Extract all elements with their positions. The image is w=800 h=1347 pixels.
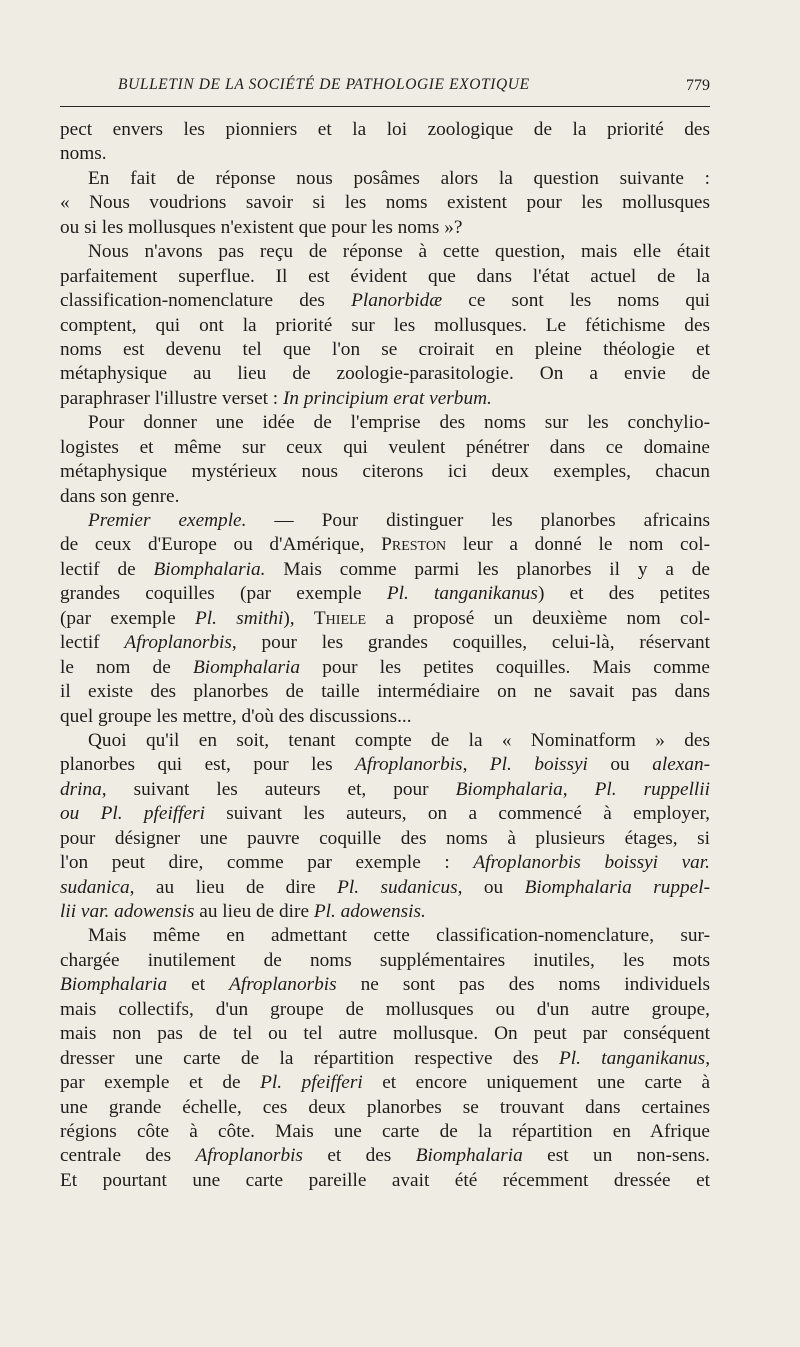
segment: Mais comme parmi les planorbes il y a de bbox=[265, 558, 710, 580]
segment: pour les petites coquilles. Mais comme bbox=[300, 656, 710, 678]
segment: paraphraser l'illustre verset : bbox=[60, 387, 283, 409]
segment: métaphysique au lieu de zoologie-parasitologie. On a envie de bbox=[60, 363, 710, 385]
segment: pect envers les pionniers et la loi zoologique de la priorité des bbox=[60, 119, 710, 140]
segment: ou si les mollusques n'existent que pour les noms »? bbox=[60, 216, 463, 238]
segment: il existe des planorbes de taille intermédiaire on ne savait pas dans bbox=[60, 681, 710, 703]
segment: l'on peut dire, comme par exemple : bbox=[60, 852, 474, 874]
segment: « Nous voudrions savoir si les noms existent pour les mollusques bbox=[60, 192, 710, 214]
text-line bbox=[60, 558, 710, 582]
text-line bbox=[60, 705, 710, 729]
segment: a proposé un deuxième nom col- bbox=[366, 607, 711, 629]
segment: leur a donné le nom col- bbox=[446, 534, 710, 556]
segment: planorbes qui est, pour les bbox=[60, 754, 356, 776]
segment: Afroplanorbis bbox=[124, 632, 232, 654]
segment: et des bbox=[302, 1145, 416, 1167]
segment: Pl. boissyi bbox=[489, 754, 588, 776]
segment: Et pourtant une carte pareille avait été récemment dressée et bbox=[60, 1169, 710, 1191]
segment: Preston bbox=[381, 534, 447, 556]
segment: Pl. sudanicus bbox=[337, 876, 458, 898]
segment: Pl. smithi bbox=[194, 607, 284, 629]
segment: (par exemple bbox=[60, 607, 195, 629]
text-line bbox=[60, 778, 710, 802]
text-line bbox=[60, 191, 710, 215]
segment: , au lieu de dire bbox=[129, 876, 338, 898]
text-line bbox=[60, 998, 710, 1022]
segment: Premier exemple. bbox=[88, 510, 247, 531]
segment: — Pour distinguer les planorbes africains bbox=[246, 510, 710, 531]
segment: Pl. ruppellii bbox=[594, 778, 710, 800]
text-line bbox=[60, 680, 710, 704]
segment: , bbox=[705, 1047, 711, 1069]
text-line bbox=[60, 1144, 710, 1168]
segment: par exemple et de bbox=[60, 1072, 261, 1094]
segment: Pl. tanganikanus bbox=[386, 583, 538, 605]
segment: En fait de réponse nous posâmes alors la question suivante : bbox=[88, 167, 710, 189]
text-line bbox=[60, 973, 710, 997]
text-line bbox=[60, 436, 710, 460]
text-line bbox=[60, 167, 710, 191]
text-line bbox=[60, 289, 710, 313]
text-line bbox=[60, 1022, 710, 1046]
segment: Pl. pfeifferi bbox=[260, 1072, 363, 1094]
segment: lectif de bbox=[60, 558, 154, 580]
segment: ce sont les noms qui bbox=[442, 290, 710, 312]
segment: classification-nomenclature des bbox=[60, 290, 352, 312]
page-number: 779 bbox=[686, 77, 710, 94]
segment: quel groupe les mettre, d'où des discussions... bbox=[60, 705, 412, 727]
segment: et bbox=[167, 974, 230, 996]
running-header bbox=[60, 76, 710, 102]
segment: ou bbox=[587, 754, 653, 776]
segment: suivant les auteurs, on a commencé à employer, bbox=[204, 803, 710, 825]
header-rule bbox=[60, 106, 710, 107]
segment: régions côte à côte. Mais une carte de la répartition en Afrique bbox=[60, 1120, 710, 1142]
segment: Afroplanorbis bbox=[355, 754, 463, 776]
text-line bbox=[60, 900, 710, 924]
segment: et encore uniquement une carte à bbox=[362, 1072, 711, 1094]
text-line bbox=[60, 118, 710, 142]
segment: Afroplanorbis bbox=[229, 974, 337, 996]
body-text bbox=[60, 118, 710, 1193]
text-line bbox=[60, 240, 710, 264]
text-line bbox=[60, 607, 710, 631]
text-line bbox=[60, 1120, 710, 1144]
text-line bbox=[60, 924, 710, 948]
text-line bbox=[60, 802, 710, 826]
segment: mais collectifs, d'un groupe de mollusques ou d'un autre groupe, bbox=[60, 998, 710, 1020]
segment: Biomphalaria bbox=[192, 656, 301, 678]
segment: Quoi qu'il en soit, tenant compte de la « Nominatform » des bbox=[88, 729, 710, 751]
text-line bbox=[60, 631, 710, 655]
segment: une grande échelle, ces deux planorbes se trouvant dans certaines bbox=[60, 1096, 710, 1118]
text-line bbox=[60, 387, 710, 411]
segment: chargée inutilement de noms supplémentaires inutiles, les mots bbox=[60, 949, 710, 971]
text-line bbox=[60, 753, 710, 777]
segment: de ceux d'Europe ou d'Amérique, bbox=[60, 534, 382, 556]
text-line bbox=[60, 265, 710, 289]
segment: In principium erat verbum. bbox=[282, 387, 492, 409]
segment: noms est devenu tel que l'on se croirait en pleine théologie et bbox=[60, 338, 710, 360]
segment: est un non-sens. bbox=[522, 1145, 710, 1167]
segment: drina bbox=[60, 778, 102, 800]
segment: centrale des bbox=[60, 1145, 196, 1167]
text-line bbox=[60, 411, 710, 435]
segment: lii var. adowensis bbox=[60, 901, 195, 922]
text-line bbox=[60, 582, 710, 606]
text-line bbox=[60, 729, 710, 753]
segment: dans son genre. bbox=[60, 485, 180, 507]
segment: Nous n'avons pas reçu de réponse à cette question, mais elle était bbox=[88, 241, 710, 263]
segment: ne sont pas des noms individuels bbox=[336, 974, 710, 996]
segment: Biomphalaria bbox=[60, 974, 168, 996]
segment: logistes et même sur ceux qui veulent pénétrer dans ce domaine bbox=[60, 436, 710, 458]
text-line bbox=[60, 1169, 710, 1193]
segment: le nom de bbox=[60, 656, 193, 678]
text-line bbox=[60, 949, 710, 973]
segment: Pl. adowensis. bbox=[313, 901, 426, 922]
segment: Biomphalaria bbox=[455, 778, 563, 800]
segment: noms. bbox=[60, 143, 107, 165]
segment: Planorbidæ bbox=[351, 290, 443, 312]
text-line bbox=[60, 827, 710, 851]
text-line bbox=[60, 362, 710, 386]
running-title: BULLETIN DE LA SOCIÉTÉ DE PATHOLOGIE EXOTIQUE bbox=[118, 76, 530, 93]
text-line bbox=[60, 851, 710, 875]
segment: métaphysique mystérieux nous citerons ici deux exemples, chacun bbox=[60, 461, 710, 483]
text-line bbox=[60, 460, 710, 484]
text-line bbox=[60, 1047, 710, 1071]
text-line bbox=[60, 509, 710, 533]
text-line bbox=[60, 216, 710, 240]
segment: mais non pas de tel ou tel autre mollusque. On peut par conséquent bbox=[60, 1023, 710, 1045]
segment: , suivant les auteurs et, pour bbox=[101, 778, 456, 800]
segment: , bbox=[462, 754, 490, 776]
text-line bbox=[60, 314, 710, 338]
text-line bbox=[60, 876, 710, 900]
segment: Biomphalaria ruppel- bbox=[524, 876, 710, 898]
segment: , pour les grandes coquilles, celui-là, réservant bbox=[231, 632, 710, 654]
segment: Biomphalaria bbox=[415, 1145, 523, 1167]
segment: Biomphalaria. bbox=[153, 558, 266, 580]
segment: , ou bbox=[457, 876, 525, 898]
segment: , bbox=[562, 778, 595, 800]
text-line bbox=[60, 656, 710, 680]
segment: ), bbox=[283, 607, 314, 629]
segment: parfaitement superflue. Il est évident que dans l'état actuel de la bbox=[60, 265, 710, 287]
segment: sudanica bbox=[60, 876, 130, 898]
segment: Afroplanorbis boissyi var. bbox=[473, 852, 710, 874]
segment: alexan- bbox=[652, 754, 711, 776]
segment: Afroplanorbis bbox=[195, 1145, 303, 1167]
text-line bbox=[60, 1071, 710, 1095]
segment: Mais même en admettant cette classification-nomenclature, sur- bbox=[88, 925, 710, 947]
text-line bbox=[60, 338, 710, 362]
text-line bbox=[60, 485, 710, 509]
segment: Pour donner une idée de l'emprise des noms sur les conchylio- bbox=[88, 412, 710, 434]
text-line bbox=[60, 1096, 710, 1120]
text-line bbox=[60, 533, 710, 557]
segment: pour désigner une pauvre coquille des noms à plusieurs étages, si bbox=[60, 827, 710, 849]
text-line bbox=[60, 142, 710, 166]
segment: au lieu de dire bbox=[194, 901, 314, 922]
segment: lectif bbox=[60, 632, 125, 654]
segment: ou Pl. pfeifferi bbox=[60, 803, 205, 825]
segment: comptent, qui ont la priorité sur les mollusques. Le fétichisme des bbox=[60, 314, 710, 336]
segment: Thiele bbox=[313, 607, 367, 629]
segment: ) et des petites bbox=[537, 583, 710, 605]
segment: dresser une carte de la répartition respective des bbox=[60, 1047, 559, 1069]
segment: grandes coquilles (par exemple bbox=[60, 583, 387, 605]
segment: Pl. tanganikanus bbox=[558, 1047, 706, 1069]
